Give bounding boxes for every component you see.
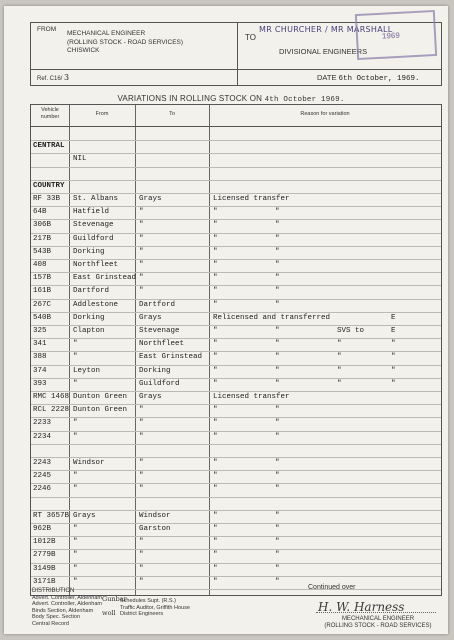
cell-r1: " [213, 379, 218, 388]
cell-to: " [139, 221, 144, 230]
cell-veh: 2246 [33, 485, 52, 494]
table-row [31, 510, 441, 524]
cell-from: " [73, 551, 78, 560]
stamp-year: 1969 [381, 30, 401, 41]
cell-from: " [73, 340, 78, 349]
cell-from: " [73, 564, 78, 573]
to-recipient: DIVISIONAL ENGINEERS [279, 47, 368, 56]
distribution-item: Advert. Controller, Aldenham [32, 601, 103, 607]
cell-r4: " [391, 379, 396, 388]
table-row [31, 233, 441, 247]
cell-r2: " [275, 485, 280, 494]
cell-r1: Licensed transfer [213, 393, 290, 401]
distribution-item: Schedules Supt. (R.S.) [120, 598, 176, 604]
cell-r2: " [275, 221, 280, 230]
cell-to: Northfleet [139, 340, 185, 349]
cell-veh: 2245 [33, 472, 52, 481]
cell-r2: " [275, 247, 280, 256]
distribution-item: Advert. Controller, Aldenham [32, 594, 103, 601]
cell-to: " [139, 287, 144, 296]
cell-veh: 2233 [33, 419, 52, 428]
date-value: 6th October, 1969. [338, 75, 420, 83]
col-header-vehicle: Vehicle number [40, 107, 60, 120]
cell-r1: " [213, 538, 218, 547]
signatory-line: (ROLLING STOCK - ROAD SERVICES) [324, 623, 432, 629]
table-row [31, 325, 441, 339]
table-row [31, 563, 441, 577]
cell-r4: E [391, 327, 396, 335]
cell-r1: Licensed transfer [213, 195, 290, 203]
cell-to: " [139, 247, 144, 256]
cell-r1: " [213, 485, 218, 494]
table-row [31, 536, 441, 550]
table-row [31, 153, 441, 167]
table-row [31, 167, 441, 181]
cell-veh: 267C [33, 300, 52, 309]
cell-from: Clapton [73, 327, 105, 335]
cell-to: Dorking [139, 366, 171, 375]
cell-from: Northfleet [73, 261, 119, 269]
distribution-list-right [120, 598, 190, 618]
cell-veh: 393 [33, 379, 47, 388]
handwritten-note [102, 610, 116, 617]
table-row [31, 312, 441, 326]
table-row [31, 140, 441, 154]
cell-r2: " [275, 406, 280, 415]
signature-line [316, 612, 436, 613]
handwritten-note [102, 596, 127, 603]
cell-r1: " [213, 564, 218, 573]
cell-r1: " [213, 366, 218, 375]
cell-r1: " [213, 511, 218, 520]
cell-from: " [73, 525, 78, 533]
cell-to: Garston [139, 525, 171, 533]
cell-r1: " [213, 472, 218, 481]
cell-from: " [73, 419, 78, 428]
cell-to: " [139, 577, 144, 586]
cell-r1: " [213, 300, 218, 309]
cell-r3: " [337, 379, 342, 388]
cell-to: " [139, 419, 144, 428]
distribution-item: Body Spec. Section [32, 614, 81, 620]
cell-veh: RMC 1468 [33, 393, 70, 401]
table-row [31, 378, 441, 392]
cell-veh: 1012B [33, 538, 56, 547]
cell-r1: " [213, 432, 218, 441]
table-row [31, 193, 441, 207]
date-field [317, 73, 420, 83]
cell-r2: " [275, 432, 280, 441]
cell-veh: RT 3657B [33, 511, 70, 520]
cell-r2: " [275, 538, 280, 547]
cell-from: " [73, 432, 78, 441]
reference [37, 73, 69, 82]
distribution-list [32, 588, 102, 627]
cell-to: " [139, 234, 144, 243]
cell-veh: 388 [33, 353, 47, 362]
cell-from: Grays [73, 511, 96, 520]
cell-to: Grays [139, 195, 162, 203]
signature: H. W. Harness [318, 600, 405, 614]
cell-to: " [139, 459, 144, 467]
cell-r1: " [213, 406, 218, 415]
cell-from: Leyton [73, 366, 101, 375]
cell-r2: " [275, 261, 280, 269]
cell-from: " [73, 538, 78, 547]
cell-r1: " [213, 274, 218, 283]
date-label: DATE [317, 73, 337, 82]
cell-to: " [139, 472, 144, 481]
cell-r2: " [275, 274, 280, 283]
cell-veh: RF 33B [33, 195, 61, 203]
cell-to: " [139, 564, 144, 573]
cell-r1: " [213, 221, 218, 230]
cell-from: " [73, 379, 78, 388]
col-header-to: To [169, 111, 175, 117]
cell-from: Dartford [73, 287, 110, 296]
cell-veh: 3149B [33, 564, 56, 573]
cell-from: NIL [73, 155, 87, 164]
cell-from: " [73, 485, 78, 494]
cell-veh: 408 [33, 261, 47, 269]
cell-r2: " [275, 459, 280, 467]
from-line: (ROLLING STOCK - ROAD SERVICES) [67, 38, 184, 46]
cell-r1: " [213, 340, 218, 349]
cell-from: Addlestone [73, 300, 119, 309]
signatory-line: MECHANICAL ENGINEER [341, 616, 415, 622]
cell-veh: 157B [33, 274, 52, 283]
table-row [31, 404, 441, 418]
cell-veh: 374 [33, 366, 47, 375]
cell-r1: " [213, 353, 218, 362]
cell-r1: " [213, 577, 218, 586]
table-row [31, 127, 441, 141]
ref-value: 3 [64, 73, 70, 82]
cell-veh: 325 [33, 327, 47, 335]
distribution-item: Binds Section, Aldenham [32, 607, 94, 614]
cell-r4: " [391, 340, 396, 349]
cell-r1: " [213, 459, 218, 467]
cell-from: Dorking [73, 313, 105, 322]
cell-r1: " [213, 261, 218, 269]
cell-r1: " [213, 208, 218, 217]
cell-to: Stevenage [139, 327, 180, 335]
table-row [31, 470, 441, 484]
cell-to: Grays [139, 313, 162, 322]
cell-to: Guildford [139, 379, 180, 388]
table-row [31, 299, 441, 313]
cell-r2: " [275, 327, 280, 335]
to-label: TO [245, 33, 256, 42]
title-text: VARIATIONS IN ROLLING STOCK ON [117, 94, 263, 103]
cell-veh: 962B [33, 525, 52, 533]
cell-veh: 306B [33, 221, 52, 230]
cell-to: Windsor [139, 511, 171, 520]
cell-r2: " [275, 551, 280, 560]
cell-r3: " [337, 366, 342, 375]
cell-veh: RCL 2228 [33, 406, 70, 415]
cell-r1: " [213, 551, 218, 560]
table-row [31, 219, 441, 233]
cell-r1: " [213, 287, 218, 296]
document-sheet [4, 6, 448, 634]
cell-r1: " [213, 234, 218, 243]
cell-r3: SVS to [337, 327, 365, 335]
cell-to: " [139, 261, 144, 269]
cell-veh: 341 [33, 340, 47, 349]
cell-veh: 217B [33, 234, 52, 243]
from-line: MECHANICAL ENGINEER [67, 30, 146, 37]
table-row [31, 285, 441, 299]
cell-r3: " [337, 353, 342, 362]
table-row [31, 272, 441, 286]
title-date: 4th October 1969. [264, 96, 345, 104]
distribution-item: District Engineers [120, 611, 164, 617]
variations-table [30, 104, 442, 596]
table-row [31, 180, 441, 194]
cell-r2: " [275, 340, 280, 349]
cell-from: " [73, 577, 78, 586]
cell-from: Windsor [73, 459, 105, 467]
cell-r4: " [391, 366, 396, 375]
cell-veh: 161B [33, 287, 52, 296]
cell-from: " [73, 472, 78, 481]
cell-from: Stevenage [73, 221, 114, 230]
col-header-from: From [95, 111, 109, 117]
from-line: CHISWICK [67, 47, 100, 54]
cell-r1: " [213, 525, 218, 533]
table-row [31, 444, 441, 458]
cell-from: East Grinstead [73, 274, 137, 283]
cell-r2: " [275, 287, 280, 296]
header-rule [31, 69, 441, 70]
cell-to: " [139, 432, 144, 441]
cell-r2: " [275, 419, 280, 428]
cell-to: Dartford [139, 300, 176, 309]
cell-veh: 64B [33, 208, 47, 217]
received-stamp [355, 10, 437, 60]
table-row [31, 457, 441, 471]
col-header-reason: Reason for variation [300, 111, 350, 117]
continued-note: Continued over [308, 584, 356, 591]
cell-veh: 3171B [33, 577, 56, 586]
distribution-item: Central Record [32, 620, 69, 627]
document-title [4, 94, 448, 104]
cell-veh: 540B [33, 313, 52, 322]
table-row [31, 497, 441, 511]
cell-from: " [73, 353, 78, 362]
cell-from: Dorking [73, 247, 105, 256]
cell-r2: " [275, 564, 280, 573]
cell-r1: Relicensed and transferred [213, 313, 331, 322]
signatory-title [318, 616, 438, 630]
cell-from: Guildford [73, 234, 114, 243]
cell-r2: " [275, 366, 280, 375]
cell-r2: " [275, 379, 280, 388]
table-row [31, 431, 441, 445]
cell-r3: " [337, 340, 342, 349]
from-label: FROM [37, 26, 57, 33]
cell-from: Hatfield [73, 208, 110, 217]
cell-r2: " [275, 525, 280, 533]
cell-veh: 2779B [33, 551, 56, 560]
cell-to: East Grinstead [139, 353, 203, 362]
cell-r4: " [391, 353, 396, 362]
distribution-title: DISTRIBUTION [32, 588, 75, 594]
cell-to: " [139, 274, 144, 283]
table-row [31, 259, 441, 273]
cell-r2: " [275, 353, 280, 362]
cell-r2: " [275, 234, 280, 243]
cell-r4: E [391, 313, 396, 322]
ref-label: Ref. C16/ [37, 76, 63, 82]
table-row [31, 523, 441, 537]
cell-r2: " [275, 300, 280, 309]
cell-veh: COUNTRY [33, 181, 65, 190]
cell-r2: " [275, 511, 280, 520]
cell-r1: " [213, 419, 218, 428]
cell-veh: 2234 [33, 432, 52, 441]
cell-veh: CENTRAL [33, 142, 65, 151]
table-row [31, 351, 441, 365]
distribution-item: Traffic Auditor, Griffith House [120, 604, 190, 611]
handwritten-note-2: woll [102, 609, 116, 617]
table-row [31, 391, 441, 405]
cell-from: Dunton Green [73, 393, 128, 401]
table-row [31, 483, 441, 497]
header-divider [237, 23, 238, 85]
cell-to: " [139, 538, 144, 547]
cell-to: " [139, 406, 144, 415]
handwritten-note-1: Gunbar [102, 595, 127, 603]
cell-veh: 2243 [33, 459, 52, 467]
cell-from: Dunton Green [73, 406, 128, 415]
cell-from: St. Albans [73, 195, 119, 203]
to-handwritten: MR CHURCHER / MR MARSHALL [259, 25, 393, 34]
table-row [31, 365, 441, 379]
cell-r1: " [213, 327, 218, 335]
cell-r2: " [275, 472, 280, 481]
cell-to: " [139, 485, 144, 494]
cell-r1: " [213, 247, 218, 256]
cell-r2: " [275, 577, 280, 586]
table-row [31, 246, 441, 260]
cell-to: Grays [139, 393, 162, 401]
table-row [31, 338, 441, 352]
cell-to: " [139, 208, 144, 217]
table-row [31, 206, 441, 220]
table-row [31, 417, 441, 431]
table-row [31, 549, 441, 563]
cell-to: " [139, 551, 144, 560]
cell-veh: 543B [33, 247, 52, 256]
cell-r2: " [275, 208, 280, 217]
from-address [67, 30, 183, 56]
